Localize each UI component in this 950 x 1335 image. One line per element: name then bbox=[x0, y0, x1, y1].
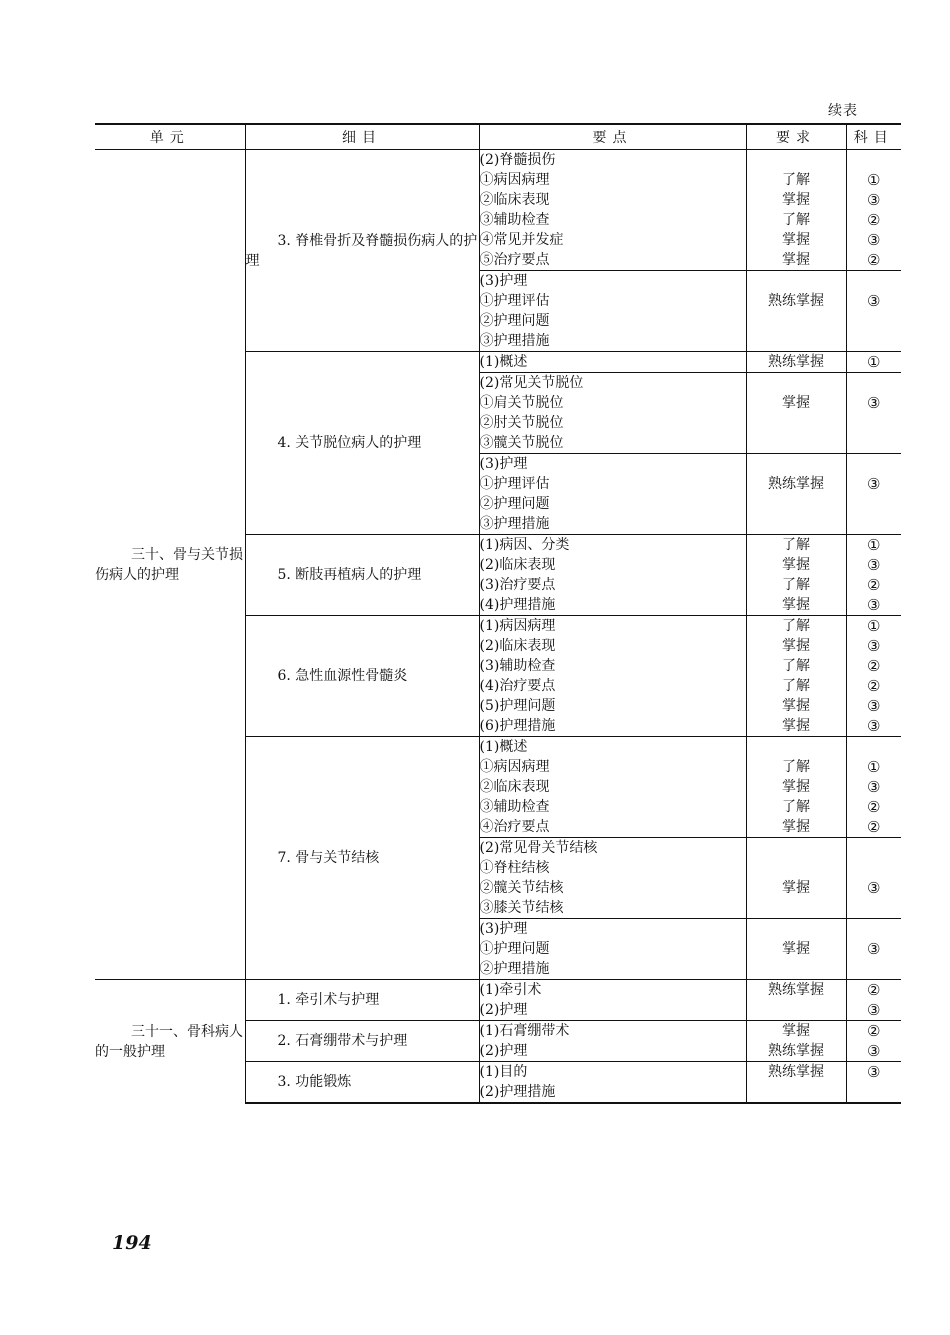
unit-cell bbox=[95, 980, 245, 1104]
requirement-text bbox=[747, 454, 846, 474]
requirement-text: 掌握 bbox=[782, 557, 810, 573]
subject-text bbox=[847, 150, 902, 170]
requirement-text bbox=[747, 433, 846, 453]
requirement-text: 掌握 bbox=[782, 880, 810, 896]
subject-text bbox=[847, 919, 902, 939]
point-text: (1)病因、分类 bbox=[479, 537, 570, 553]
requirement-text: 掌握 bbox=[782, 718, 810, 734]
subject-cell bbox=[846, 535, 901, 616]
detail-label: 4. 关节脱位病人的护理 bbox=[277, 435, 422, 451]
requirement-text: 掌握 bbox=[782, 597, 810, 613]
point-text: (5)护理问题 bbox=[479, 698, 556, 714]
requirement-text: 掌握 bbox=[782, 698, 810, 714]
subject-text bbox=[847, 271, 902, 291]
point-text: (1)概述 bbox=[479, 739, 528, 755]
subject-cell bbox=[846, 1021, 901, 1062]
point-text: (1)病因病理 bbox=[479, 618, 556, 634]
detail-label: 2. 石膏绷带术与护理 bbox=[277, 1033, 408, 1049]
points-cell bbox=[479, 535, 746, 616]
points-cell bbox=[479, 454, 746, 535]
detail-cell bbox=[245, 150, 479, 352]
points-cell bbox=[479, 919, 746, 980]
subject-text: ② bbox=[867, 657, 881, 675]
points-cell bbox=[479, 1021, 746, 1062]
subject-cell bbox=[846, 373, 901, 454]
table-header-row bbox=[95, 124, 901, 150]
detail-label: 1. 牵引术与护理 bbox=[277, 992, 380, 1008]
subject-cell bbox=[846, 919, 901, 980]
unit-cell bbox=[95, 150, 245, 980]
requirement-text bbox=[747, 331, 846, 351]
subject-text: ① bbox=[867, 353, 881, 371]
subject-text bbox=[847, 373, 902, 393]
subject-text bbox=[847, 959, 902, 979]
subject-cell bbox=[846, 737, 901, 838]
point-text: (1)概述 bbox=[479, 354, 528, 370]
subject-text bbox=[847, 898, 902, 918]
detail-cell bbox=[245, 1062, 479, 1104]
requirement-text: 掌握 bbox=[782, 192, 810, 208]
requirement-text: 掌握 bbox=[782, 252, 810, 268]
subject-text bbox=[847, 737, 902, 757]
detail-cell bbox=[245, 616, 479, 737]
subject-text: ③ bbox=[867, 717, 881, 735]
point-text: ②护理措施 bbox=[479, 961, 550, 977]
subject-text: ② bbox=[867, 677, 881, 695]
point-text: ①脊柱结核 bbox=[479, 860, 550, 876]
point-text: ②护理问题 bbox=[479, 496, 550, 512]
point-text: ③膝关节结核 bbox=[479, 900, 564, 916]
requirement-cell bbox=[746, 838, 846, 919]
requirement-text: 了解 bbox=[782, 759, 810, 775]
points-cell bbox=[479, 838, 746, 919]
requirement-cell bbox=[746, 271, 846, 352]
subject-text: ③ bbox=[867, 1042, 881, 1060]
point-text: (3)护理 bbox=[479, 456, 528, 472]
subject-text: ① bbox=[867, 758, 881, 776]
requirement-text: 掌握 bbox=[782, 941, 810, 957]
requirement-text: 掌握 bbox=[782, 779, 810, 795]
subject-cell bbox=[846, 454, 901, 535]
subject-text: ③ bbox=[867, 778, 881, 796]
subject-cell bbox=[846, 616, 901, 737]
requirement-text bbox=[747, 919, 846, 939]
requirement-cell bbox=[746, 373, 846, 454]
point-text: (4)治疗要点 bbox=[479, 678, 556, 694]
subject-text: ③ bbox=[867, 475, 881, 493]
point-text: ②临床表现 bbox=[479, 779, 550, 795]
point-text: (1)目的 bbox=[479, 1064, 528, 1080]
points-cell bbox=[479, 616, 746, 737]
point-text: ⑤治疗要点 bbox=[479, 252, 550, 268]
point-text: (1)牵引术 bbox=[479, 982, 542, 998]
subject-text: ③ bbox=[867, 1063, 881, 1081]
subject-text: ③ bbox=[867, 394, 881, 412]
subject-text: ③ bbox=[867, 292, 881, 310]
detail-label: 3. 脊椎骨折及脊髓损伤病人的护理 bbox=[245, 232, 478, 269]
point-text: (2)护理 bbox=[479, 1002, 528, 1018]
requirement-cell bbox=[746, 980, 846, 1021]
requirement-text: 掌握 bbox=[782, 1023, 810, 1039]
point-text: (2)护理 bbox=[479, 1043, 528, 1059]
subject-text bbox=[847, 433, 902, 453]
subject-text: ② bbox=[867, 798, 881, 816]
requirement-text: 掌握 bbox=[782, 395, 810, 411]
requirement-text bbox=[747, 959, 846, 979]
points-cell bbox=[479, 737, 746, 838]
requirement-text: 了解 bbox=[782, 799, 810, 815]
requirement-text: 了解 bbox=[782, 212, 810, 228]
detail-cell bbox=[245, 980, 479, 1021]
subject-text bbox=[847, 454, 902, 474]
subject-text: ② bbox=[867, 1022, 881, 1040]
points-cell bbox=[479, 150, 746, 271]
requirement-cell bbox=[746, 737, 846, 838]
column-header-unit: 单元 bbox=[95, 124, 245, 150]
subject-text: ① bbox=[867, 536, 881, 554]
requirement-text: 了解 bbox=[782, 658, 810, 674]
subject-text: ③ bbox=[867, 1001, 881, 1019]
requirement-cell bbox=[746, 616, 846, 737]
point-text: (4)护理措施 bbox=[479, 597, 556, 613]
detail-cell bbox=[245, 1021, 479, 1062]
point-text: (3)治疗要点 bbox=[479, 577, 556, 593]
subject-text bbox=[847, 311, 902, 331]
subject-text: ③ bbox=[867, 697, 881, 715]
subject-cell bbox=[846, 980, 901, 1021]
point-text: (2)常见关节脱位 bbox=[479, 375, 584, 391]
requirement-text: 了解 bbox=[782, 618, 810, 634]
requirement-text bbox=[747, 373, 846, 393]
requirement-text: 熟练掌握 bbox=[768, 476, 824, 492]
detail-label: 6. 急性血源性骨髓炎 bbox=[277, 668, 408, 684]
requirement-cell bbox=[746, 535, 846, 616]
subject-text: ② bbox=[867, 251, 881, 269]
requirement-text: 掌握 bbox=[782, 819, 810, 835]
column-header-points: 要点 bbox=[479, 124, 746, 150]
unit-label: 三十、骨与关节损伤病人的护理 bbox=[95, 546, 243, 583]
point-text: (3)辅助检查 bbox=[479, 658, 556, 674]
column-header-subject: 科目 bbox=[846, 124, 901, 150]
requirement-text: 了解 bbox=[782, 577, 810, 593]
point-text: ①护理问题 bbox=[479, 941, 550, 957]
unit-label: 三十一、骨科病人的一般护理 bbox=[95, 1023, 243, 1060]
point-text: (2)临床表现 bbox=[479, 638, 556, 654]
detail-label: 5. 断肢再植病人的护理 bbox=[277, 567, 422, 583]
subject-text bbox=[847, 858, 902, 878]
requirement-text: 了解 bbox=[782, 172, 810, 188]
point-text: ①护理评估 bbox=[479, 476, 550, 492]
point-text: (2)常见骨关节结核 bbox=[479, 840, 598, 856]
point-text: ④常见并发症 bbox=[479, 232, 564, 248]
point-text: ③髋关节脱位 bbox=[479, 435, 564, 451]
point-text: ④治疗要点 bbox=[479, 819, 550, 835]
subject-text: ③ bbox=[867, 940, 881, 958]
subject-cell bbox=[846, 352, 901, 373]
requirement-text bbox=[747, 898, 846, 918]
requirement-text bbox=[747, 1082, 846, 1102]
table-row bbox=[95, 150, 901, 271]
point-text: ②肘关节脱位 bbox=[479, 415, 564, 431]
requirement-text: 熟练掌握 bbox=[768, 354, 824, 370]
requirement-cell bbox=[746, 352, 846, 373]
subject-text: ③ bbox=[867, 556, 881, 574]
detail-cell bbox=[245, 352, 479, 535]
point-text: ②临床表现 bbox=[479, 192, 550, 208]
requirement-cell bbox=[746, 454, 846, 535]
requirement-cell bbox=[746, 1021, 846, 1062]
points-cell bbox=[479, 373, 746, 454]
subject-cell bbox=[846, 150, 901, 271]
detail-cell bbox=[245, 737, 479, 980]
subject-text bbox=[847, 838, 902, 858]
requirement-text bbox=[747, 737, 846, 757]
point-text: ②护理问题 bbox=[479, 313, 550, 329]
subject-text: ② bbox=[867, 211, 881, 229]
requirement-text bbox=[747, 150, 846, 170]
requirement-cell bbox=[746, 1062, 846, 1104]
requirement-text: 熟练掌握 bbox=[768, 293, 824, 309]
subject-text: ② bbox=[867, 981, 881, 999]
detail-label: 7. 骨与关节结核 bbox=[277, 850, 380, 866]
subject-text: ③ bbox=[867, 231, 881, 249]
subject-text: ① bbox=[867, 171, 881, 189]
requirement-text: 熟练掌握 bbox=[768, 1064, 824, 1080]
subject-text: ③ bbox=[867, 637, 881, 655]
subject-text: ② bbox=[867, 576, 881, 594]
point-text: (6)护理措施 bbox=[479, 718, 556, 734]
point-text: ③护理措施 bbox=[479, 516, 550, 532]
requirement-text: 掌握 bbox=[782, 638, 810, 654]
points-cell bbox=[479, 271, 746, 352]
subject-cell bbox=[846, 838, 901, 919]
requirement-text bbox=[747, 494, 846, 514]
point-text: (3)护理 bbox=[479, 921, 528, 937]
point-text: ①护理评估 bbox=[479, 293, 550, 309]
requirement-text bbox=[747, 838, 846, 858]
subject-text bbox=[847, 331, 902, 351]
requirement-text: 熟练掌握 bbox=[768, 982, 824, 998]
column-header-detail: 细目 bbox=[245, 124, 479, 150]
requirement-text bbox=[747, 1000, 846, 1020]
subject-text: ③ bbox=[867, 191, 881, 209]
table-row bbox=[95, 980, 901, 1021]
column-header-requirement: 要求 bbox=[746, 124, 846, 150]
point-text: (2)护理措施 bbox=[479, 1084, 556, 1100]
points-cell bbox=[479, 352, 746, 373]
point-text: ①病因病理 bbox=[479, 759, 550, 775]
subject-text: ② bbox=[867, 818, 881, 836]
point-text: (1)石膏绷带术 bbox=[479, 1023, 570, 1039]
point-text: ③辅助检查 bbox=[479, 799, 550, 815]
requirement-text bbox=[747, 311, 846, 331]
subject-cell bbox=[846, 1062, 901, 1104]
requirement-text: 熟练掌握 bbox=[768, 1043, 824, 1059]
points-cell bbox=[479, 980, 746, 1021]
subject-text: ③ bbox=[867, 596, 881, 614]
point-text: (2)临床表现 bbox=[479, 557, 556, 573]
points-cell bbox=[479, 1062, 746, 1104]
point-text: ③护理措施 bbox=[479, 333, 550, 349]
subject-text bbox=[847, 1082, 902, 1102]
point-text: ①病因病理 bbox=[479, 172, 550, 188]
page-number: 194 bbox=[112, 1232, 152, 1254]
point-text: ①肩关节脱位 bbox=[479, 395, 564, 411]
detail-cell bbox=[245, 535, 479, 616]
subject-text bbox=[847, 514, 902, 534]
requirement-text: 了解 bbox=[782, 678, 810, 694]
subject-text bbox=[847, 494, 902, 514]
detail-label: 3. 功能锻炼 bbox=[277, 1074, 352, 1090]
point-text: (2)脊髓损伤 bbox=[479, 152, 556, 168]
requirement-text: 掌握 bbox=[782, 232, 810, 248]
continued-label: 续表 bbox=[828, 103, 858, 119]
requirement-cell bbox=[746, 150, 846, 271]
subject-text: ③ bbox=[867, 879, 881, 897]
point-text: ③辅助检查 bbox=[479, 212, 550, 228]
point-text: (3)护理 bbox=[479, 273, 528, 289]
point-text: ②髋关节结核 bbox=[479, 880, 564, 896]
subject-text: ① bbox=[867, 617, 881, 635]
requirement-text: 了解 bbox=[782, 537, 810, 553]
requirement-text bbox=[747, 413, 846, 433]
subject-text bbox=[847, 413, 902, 433]
requirement-text bbox=[747, 858, 846, 878]
requirement-text bbox=[747, 271, 846, 291]
requirement-text bbox=[747, 514, 846, 534]
requirement-cell bbox=[746, 919, 846, 980]
syllabus-table bbox=[95, 123, 901, 1104]
subject-cell bbox=[846, 271, 901, 352]
